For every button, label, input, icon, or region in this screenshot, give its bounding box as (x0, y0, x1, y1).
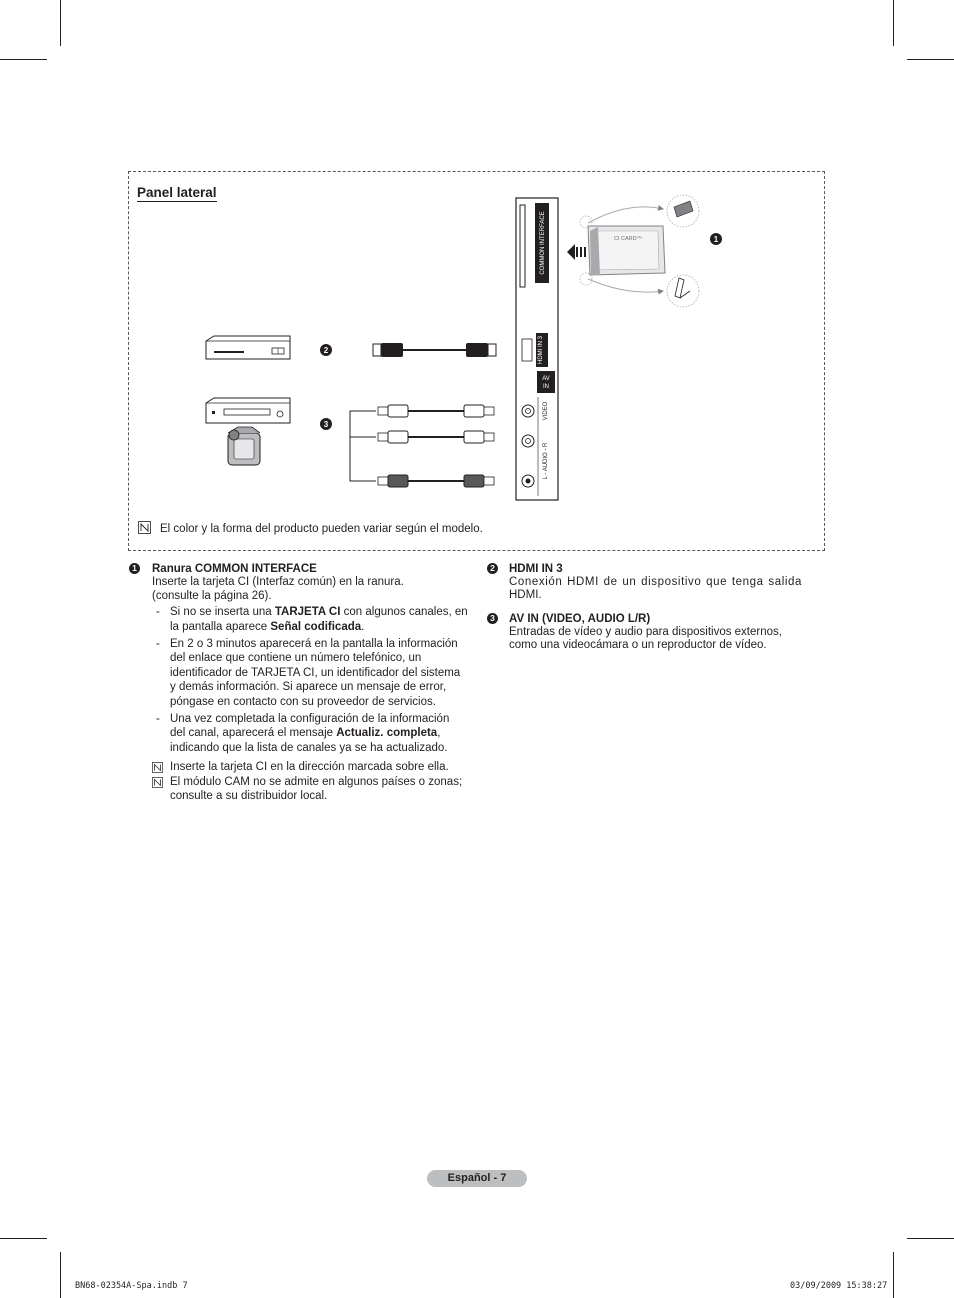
ci-card-label: CI CARD™ (613, 236, 643, 242)
rca-video-cable (378, 405, 494, 417)
hdmi-cable (373, 343, 496, 357)
note-icon (152, 777, 163, 788)
note-icon (152, 762, 163, 773)
audio-label: L - AUDIO - R (543, 442, 549, 480)
section1-note2-line2: consulte a su distribuidor local. (170, 790, 328, 802)
section-badge-1: 1 (129, 563, 140, 574)
vcr-icon (206, 398, 290, 423)
svg-text:1: 1 (713, 235, 719, 244)
section1-bullet2-line3: identificador de TARJETA CI, un identificador del sistema (170, 667, 461, 679)
common-interface-label: COMMON INTERFACE (540, 211, 546, 275)
section1-bullet2-line4: y demás información. Si aparece un mensaje de error, (170, 681, 447, 693)
section1-note1: Inserte la tarjeta CI en la dirección marcada sobre ella. (170, 761, 449, 773)
section-badge-2: 2 (487, 563, 498, 574)
ci-card-illustration (567, 195, 699, 307)
bullet-dash: - (156, 713, 160, 725)
section1-bullet1-line2: la pantalla aparece Señal codificada. (170, 621, 365, 633)
footer-file: BN68-02354A-Spa.indb 7 (75, 1281, 188, 1291)
section1-bullet3-line2: del canal, aparecerá el mensaje Actualiz. completa, (170, 727, 441, 739)
section1-note2-line1: El módulo CAM no se admite en algunos países o zonas; (170, 776, 463, 788)
section-badge-3: 3 (487, 613, 498, 624)
crop-mark (0, 59, 47, 60)
section1-bullet2-line5: póngase en contacto con su proveedor de servicios. (170, 696, 436, 708)
svg-text:3: 3 (323, 420, 329, 429)
panel-title: Panel lateral (137, 185, 217, 200)
product-note: El color y la forma del producto pueden variar según el modelo. (160, 523, 483, 535)
crop-mark (60, 0, 61, 46)
diagram-badge-1 (710, 233, 722, 245)
video-label: VIDEO (543, 401, 549, 421)
section1-bullet3-line1: Una vez completada la configuración de la información (170, 713, 450, 725)
connection-diagram (128, 171, 825, 551)
video-jack[interactable] (522, 405, 534, 417)
diagram-badge-2 (320, 344, 332, 356)
tv-side-panel (516, 198, 558, 500)
insert-arrow-icon (567, 244, 586, 260)
section2-title: HDMI IN 3 (509, 563, 563, 575)
rca-audio-right-cable (378, 475, 494, 487)
page-number-label: Español - 7 (427, 1170, 527, 1187)
crop-mark (907, 59, 954, 60)
crop-mark (0, 1238, 47, 1239)
section1-line2: (consulte la página 26). (152, 590, 272, 602)
svg-text:2: 2 (323, 346, 329, 355)
av-label: AV (542, 376, 550, 382)
section2-line1: Conexión HDMI de un dispositivo que tenga salida (509, 576, 802, 588)
section1-bullet2-line2: del enlace que contiene un número telefónico, un (170, 652, 422, 664)
crop-mark (893, 0, 894, 46)
section3-line1: Entradas de vídeo y audio para dispositivos externos, (509, 626, 782, 638)
section1-title: Ranura COMMON INTERFACE (152, 563, 317, 575)
section3-title: AV IN (VIDEO, AUDIO L/R) (509, 613, 651, 625)
bullet-dash: - (156, 638, 160, 650)
bullet-dash: - (156, 606, 160, 618)
audio-right-jack[interactable] (522, 475, 534, 487)
section1-line1: Inserte la tarjeta CI (Interfaz común) en la ranura. (152, 576, 404, 588)
section1-bullet3-line3: indicando que la lista de canales ya se ha actualizado. (170, 742, 448, 754)
in-label: IN (543, 384, 549, 390)
crop-mark (60, 1252, 61, 1298)
section3-line2: como una videocámara o un reproductor de vídeo. (509, 639, 767, 651)
footer-date: 03/09/2009 15:38:27 (790, 1281, 888, 1291)
hdmi-in3-label: HDMI IN 3 (538, 335, 544, 365)
dvd-player-icon (206, 336, 290, 359)
audio-left-jack[interactable] (522, 435, 534, 447)
section2-line2: HDMI. (509, 589, 542, 601)
rca-audio-left-cable (378, 431, 494, 443)
note-icon (138, 521, 151, 534)
diagram-badge-3 (320, 418, 332, 430)
crop-mark (893, 1252, 894, 1298)
section1-bullet1-line1: Si no se inserta una TARJETA CI con algunos canales, en (170, 606, 468, 618)
crop-mark (907, 1238, 954, 1239)
hdmi-port[interactable] (522, 339, 532, 361)
camcorder-icon (228, 427, 260, 465)
section1-bullet2-line1: En 2 o 3 minutos aparecerá en la pantalla la información (170, 638, 458, 650)
